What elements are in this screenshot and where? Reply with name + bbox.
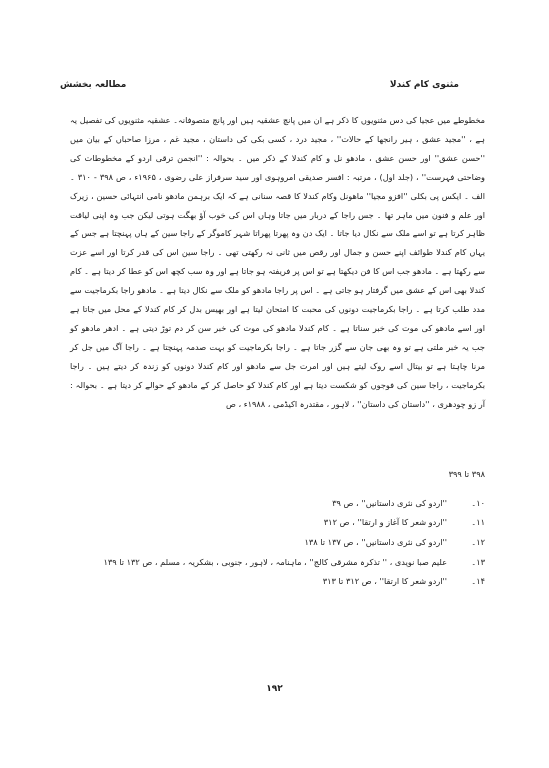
page-number: ۱۹۲ — [266, 684, 283, 694]
note-number: ۱۳۔ — [471, 556, 485, 567]
notes-list — [70, 493, 485, 591]
note-item — [70, 513, 485, 533]
running-header-title: مثنوی کام کندلا — [389, 80, 459, 90]
reference-page-range: ۳۹۸ تا ۳۹۹ — [448, 469, 485, 479]
note-text: ''اردو شعر کا آغاز و ارتقا'' ، ص ۳۱۲ — [323, 517, 447, 528]
note-text: ''اردو کی نثری داستانیں'' ، ص ۳۹ — [332, 497, 447, 508]
running-header-book: مطالعہ بخشش — [60, 80, 127, 90]
note-text: علیم صبا نویدی ، '' تذکرہ مشرقی کالج'' ، ماہنامہ ، لاہور ، جنوبی ، بشکریہ ، مسلم ، ص ۱۳۲ تا ۱۳۹ — [103, 556, 447, 567]
note-item — [70, 493, 485, 513]
paragraph-text: مخطوطے میں عجیا کی دس مثنویوں کا ذکر ہے ان میں پانچ عشقیہ ہیں اور پانچ متصوفانہ۔ عشقیہ مثنویوں کی تفصیل یہ ہے ، ''مجید عشق ، ہیر رانجھا کے حالات'' ، مجید درد ، کسی بکی کی داستان ، مجید غم ، مرزا صاحباں کے بیان میں ''حسن عشق'' اور حسن عشق ، مادھو نل و کام کندلا کے ذکر میں ۔ بحوالہ : ''انجمن ترقی اردو کے مخطوطات کی وضاحتی فہرست'' ، (جلد اول) ، مرتبہ : افسر صدیقی امروہوی اور سید سرفراز علی رضوی ، ۱۹۶۵ء ، ص ۳۹۸ - ۳۱۰ ۔ الف ۔ ایکس پی بکلی ''افزو مجیا'' ماھونل وکام کندلا کا قصہ سنانی ہے کہ ایک برہمن مادھو نامی انتہائی حسین ، زیرک اور علم و فنون میں ماہر تھا ۔ جس راجا کے دربار میں جاتا وہاں اس کی خوب آؤ بھگت ہوتی لیکن جب وہ اپنی لیاقت ظاہر کرتا ہے تو اسے ملک سے نکال دیا جاتا ۔ ایک دن وہ پھرتا پھراتا شہر کاموگر کے راجا سین کے ہاں پہنچتا ہے جس کے یہاں کام کندلا طوائف اپنے حسن و جمال اور رقص میں ثانی نہ رکھتی تھی ۔ راجا سین اس کی قدر کرتا اور اسے عزت سے رکھتا ہے ۔ مادھو جب اس کا فن دیکھتا ہے تو اس پر فریفتہ ہو جاتا ہے اور وہ سب کچھ اس کو عطا کر دیتا ہے ۔ کام کندلا بھی اس کے عشق میں گرفتار ہو جاتی ہے ۔ اس پر راجا مادھو کو ملک سے نکال دیتا ہے ۔ مادھو راجا بکرماجیت سے مدد طلب کرتا ہے ۔ راجا بکرماجیت دونوں کی محبت کا امتحان لیتا ہے اور بھیس بدل کر کام کندلا کے محل میں جاتا ہے اور اسے مادھو کی موت کی خبر سناتا ہے ۔ کام کندلا مادھو کی موت کی خبر سن کر دم توڑ دیتی ہے ۔ ادھر مادھو کو جب یہ خبر ملتی ہے تو وہ بھی جان سے گزر جاتا ہے ۔ راجا بکرماجیت کو بہت صدمہ پہنچتا ہے ۔ راجا آگ میں جل کر مرنا چاہتا ہے تو بیتال اسے روک لیتے ہیں اور امرت جل سے مادھو اور کام کندلا دونوں کو زندہ کر دیتے ہیں ۔ راجا بکرماجیت ، راجا سین کی فوجوں کو شکست دیتا ہے اور کام کندلا کو حاصل کر کے مادھو کے حوالے کر دیتا ہے ۔ بحوالہ : آر زو چودھری ، ''داستان کی داستان'' ، لاہور ، مقتدرہ اکیڈمی ، ۱۹۸۸ء ، ص — [70, 115, 485, 409]
note-item — [70, 571, 485, 591]
note-number: ۱۲۔ — [471, 536, 485, 547]
note-text: ''اردو شعر کا ارتقا'' ، ص ۳۱۲ تا ۳۱۳ — [322, 576, 447, 587]
footnote-paragraph — [70, 111, 485, 414]
note-text: ''اردو کی نثری داستانیں'' ، ص ۱۳۷ تا ۱۳۸ — [304, 536, 447, 547]
note-item — [70, 552, 485, 572]
note-number: ۱۴۔ — [471, 576, 485, 587]
note-number: ۱۱۔ — [471, 517, 485, 528]
note-item — [70, 532, 485, 552]
note-number: ۱۰۔ — [471, 497, 485, 508]
